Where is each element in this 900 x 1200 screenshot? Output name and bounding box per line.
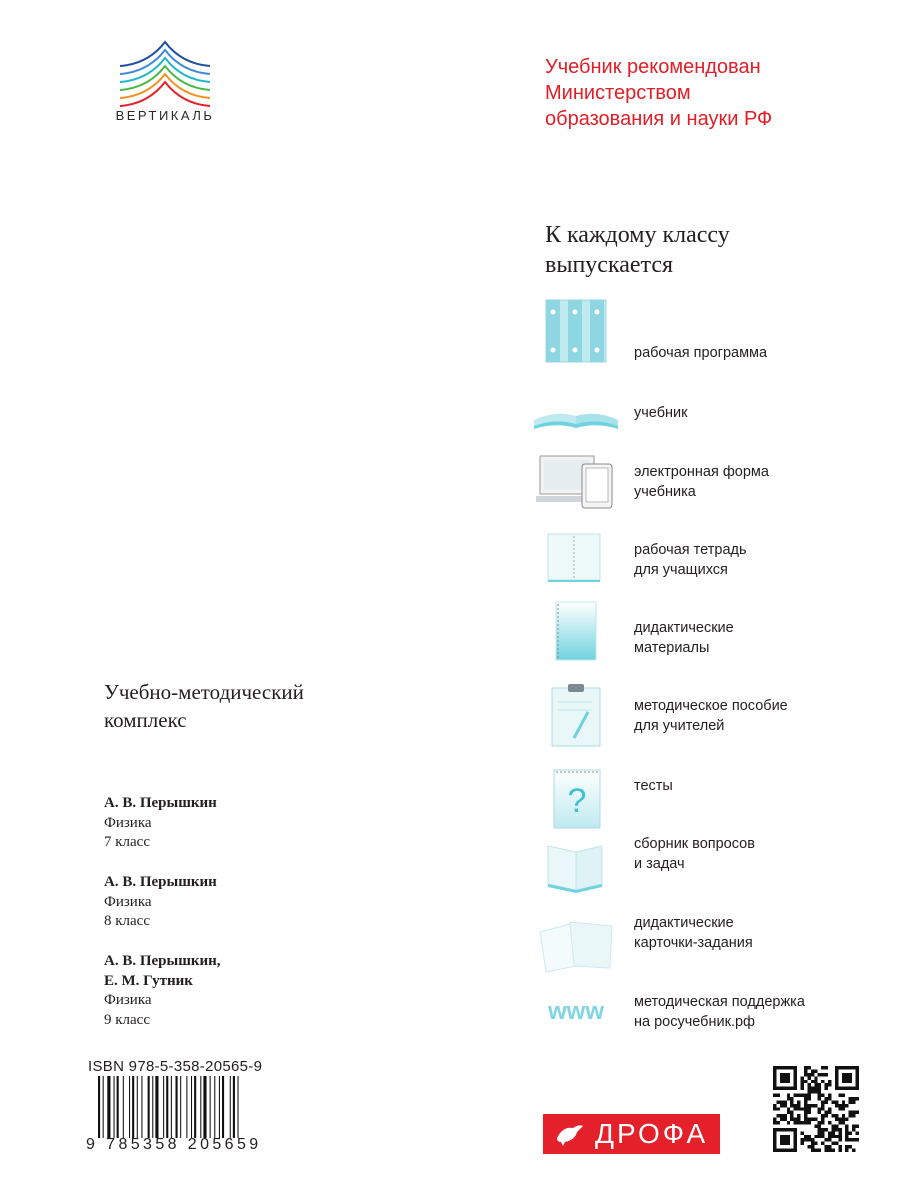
item-label: [634, 913, 753, 953]
spiral-notebook-icon: [530, 530, 625, 600]
series-item-web-support: [530, 984, 870, 1054]
item-label-line: сборник вопросов: [634, 836, 755, 852]
devices-icon: [530, 452, 625, 522]
item-label-line: дидактические: [634, 915, 734, 931]
svg-text:?: ?: [567, 782, 587, 820]
series-item-textbook: [530, 382, 870, 452]
item-label-line: рабочая тетрадь: [634, 542, 747, 558]
open-book-icon: [530, 382, 625, 452]
cards-icon: [530, 910, 625, 980]
series-item-tests: [530, 766, 870, 836]
series-item-eform: [530, 452, 870, 522]
notepad-icon: [530, 600, 625, 670]
question-pad-icon: [530, 766, 625, 836]
item-label: рабочая программа: [634, 345, 768, 361]
item-label: [634, 696, 788, 736]
complex-title-line: комплекс: [104, 708, 187, 732]
book-author: А. В. Перышкин: [104, 795, 217, 811]
item-label: [634, 462, 769, 502]
binder-icon: [530, 298, 625, 368]
item-label-line: методическое пособие: [634, 698, 788, 714]
logo-text: ВЕРТИКАЛЬ: [115, 108, 215, 123]
ministry-recommendation: [545, 54, 875, 132]
book-grade: 7 класс: [104, 834, 150, 850]
item-label: [634, 618, 734, 658]
booklet-icon: [530, 834, 625, 904]
publisher-name: ДРОФА: [595, 1118, 709, 1149]
book-author: А. В. Перышкин: [104, 874, 217, 890]
book-subject: Физика: [104, 814, 152, 831]
series-heading: [545, 220, 730, 280]
barcode-icon: [98, 1076, 288, 1138]
item-label-line: материалы: [634, 640, 710, 656]
item-label-line: на росучебник.рф: [634, 1014, 755, 1030]
book-subject: Физика: [104, 893, 152, 910]
book-entry: [104, 952, 221, 1030]
qr-code-icon: [773, 1066, 859, 1152]
www-icon: [530, 984, 625, 1054]
book-author: А. В. Перышкин,: [104, 953, 221, 969]
book-entry: [104, 794, 217, 853]
recommendation-line: Министерством: [545, 82, 691, 104]
item-label-line: учебника: [634, 484, 696, 500]
www-icon-text: www: [547, 998, 605, 1025]
item-label-line: электронная форма: [634, 464, 769, 480]
recommendation-line: Учебник рекомендован: [545, 56, 761, 78]
series-item-program: [530, 298, 870, 368]
series-heading-line: выпускается: [545, 252, 674, 278]
series-item-problem-book: [530, 834, 870, 904]
book-author: Е. М. Гутник: [104, 972, 193, 989]
recommendation-line: образования и науки РФ: [545, 108, 773, 130]
book-grade: 8 класс: [104, 913, 150, 929]
isbn-label: ISBN 978-5-358-20565-9: [88, 1058, 263, 1075]
complex-title-line: Учебно-методический: [104, 680, 304, 704]
book-grade: 9 класс: [104, 1011, 150, 1028]
item-label-line: для учащихся: [634, 562, 728, 578]
item-label: тесты: [634, 778, 673, 794]
item-label-line: карточки-задания: [634, 935, 753, 951]
barcode-digits: 9 785358 205659: [86, 1136, 262, 1153]
item-label: учебник: [634, 405, 688, 421]
book-subject: Физика: [104, 992, 152, 1008]
complex-title: [104, 678, 304, 734]
item-label-line: для учителей: [634, 718, 725, 734]
item-label: [634, 992, 805, 1032]
publisher-logo: [543, 1114, 720, 1154]
series-item-teacher-guide: [530, 682, 870, 752]
publisher-bird-icon: [553, 1120, 585, 1148]
item-label: [634, 540, 747, 580]
series-heading-line: К каждому классу: [545, 222, 730, 248]
book-entry: [104, 873, 217, 932]
item-label-line: и задач: [634, 856, 685, 872]
item-label: [634, 834, 755, 874]
clipboard-pen-icon: [530, 682, 625, 752]
item-label-line: дидактические: [634, 620, 734, 636]
item-label-line: методическая поддержка: [634, 994, 805, 1010]
series-item-cards: [530, 910, 870, 980]
series-item-workbook: [530, 530, 870, 600]
series-item-didactic: [530, 600, 870, 670]
